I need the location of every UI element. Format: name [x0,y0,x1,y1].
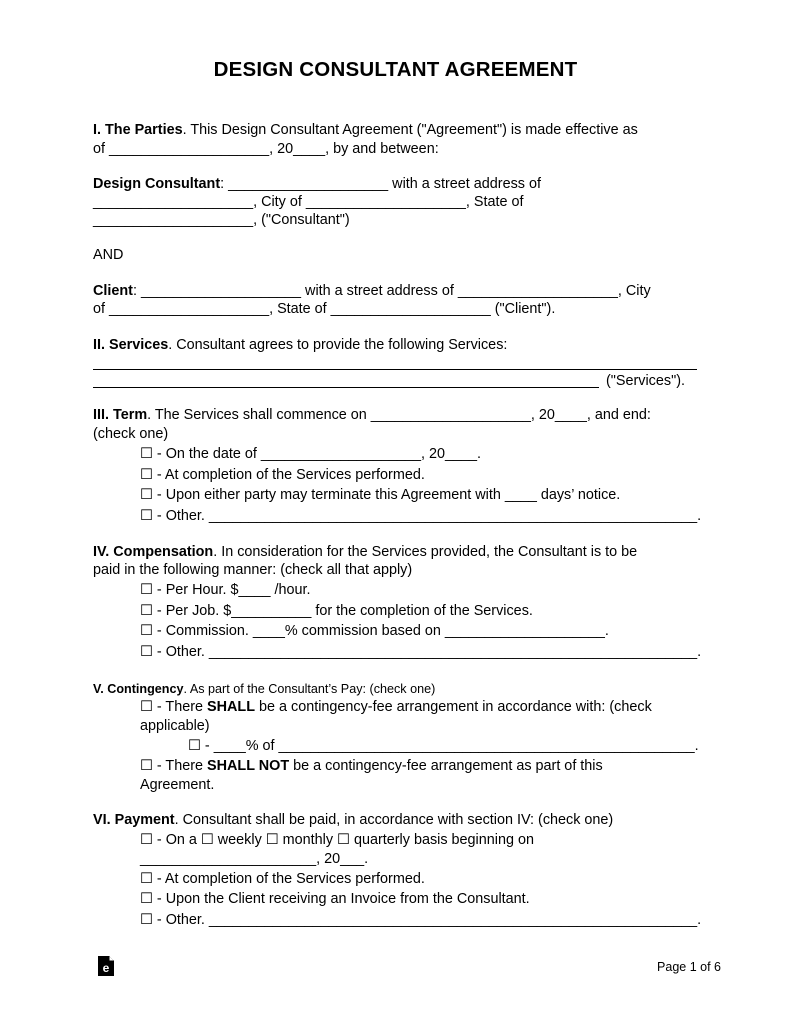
services-heading: II. Services [93,337,169,353]
payment-option-completion[interactable]: ☐ - At completion of the Services performed. [140,871,425,887]
payment-line-1 [93,811,613,829]
document-title: DESIGN CONSULTANT AGREEMENT [213,58,578,81]
parties-heading: I. The Parties [93,122,183,138]
consultant-line-3: ____________________, ("Consultant") [93,212,350,228]
compensation-text-1: . In consideration for the Services provided, the Consultant is to be [213,544,638,560]
term-option-notice[interactable]: ☐ - Upon either party may terminate this Agreement with ____ days’ notice. [140,487,621,503]
term-option-other[interactable]: ☐ - Other. _____________________________________________________________. [140,508,702,524]
page-number: Page 1 of 6 [657,960,721,974]
payment-heading: VI. Payment [93,812,175,828]
contingency-shall-not-word: SHALL NOT [207,758,290,774]
services-suffix: ("Services"). [606,373,685,389]
payment-option-other[interactable]: ☐ - Other. _____________________________________________________________. [140,912,702,928]
consultant-line-2: ____________________, City of ____________________, State of [93,194,524,210]
contingency-text-1: . As part of the Consultant’s Pay: (check one) [183,682,436,696]
contingency-heading: V. Contingency [93,682,184,696]
compensation-option-job[interactable]: ☐ - Per Job. $__________ for the completion of the Services. [140,603,533,619]
term-text-1: . The Services shall commence on ____________________, 20____, and end: [147,407,651,423]
compensation-option-commission[interactable]: ☐ - Commission. ____% commission based on ____________________. [140,623,609,639]
client-line-1 [93,282,651,300]
contingency-option-shall-not[interactable] [140,757,603,775]
contingency-option-shall[interactable] [140,698,652,716]
contingency-line-1 [93,680,435,698]
eforms-logo-icon [97,955,115,977]
contingency-shall-not-line-2: Agreement. [140,777,215,793]
payment-option-periodic[interactable]: ☐ - On a ☐ weekly ☐ monthly ☐ quarterly basis beginning on [140,832,534,848]
client-text-1: : ____________________ with a street address of ____________________, City [132,283,651,299]
payment-option-invoice[interactable]: ☐ - Upon the Client receiving an Invoice from the Consultant. [140,891,530,907]
term-line-1 [93,406,651,424]
consultant-text-1: : ____________________ with a street address of [220,176,541,192]
parties-text-1: . This Design Consultant Agreement ("Agreement") is made effective as [182,122,638,138]
contingency-shall-line-2: applicable) [140,718,210,734]
client-line-2: of ____________________, State of ____________________ ("Client"). [93,301,556,317]
contingency-shall-prefix: ☐ - There [140,699,208,715]
contingency-percent-option[interactable]: ☐ - ____% of ____________________________________________________. [188,738,699,754]
services-text-1: . Consultant agrees to provide the following Services: [168,337,508,353]
contingency-shall-not-text: be a contingency-fee arrangement as part of this [289,758,603,774]
parties-line-1 [93,121,638,139]
services-line-1 [93,336,507,354]
contingency-shall-text: be a contingency-fee arrangement in accordance with: (check [255,699,652,715]
compensation-heading: IV. Compensation [93,544,214,560]
consultant-line-1 [93,175,541,193]
svg-text:e: e [102,961,110,975]
compensation-option-other[interactable]: ☐ - Other. _____________________________________________________________. [140,644,702,660]
and-text: AND [93,247,124,263]
compensation-line-1 [93,543,637,561]
compensation-line-2: paid in the following manner: (check all that apply) [93,562,413,578]
contingency-shall-not-prefix: ☐ - There [140,758,208,774]
consultant-label: Design Consultant [93,176,221,192]
parties-line-2: of ____________________, 20____, by and between: [93,141,439,157]
term-option-date[interactable]: ☐ - On the date of ____________________, 20____. [140,446,481,462]
term-option-completion[interactable]: ☐ - At completion of the Services performed. [140,467,425,483]
payment-periodic-date: ______________________, 20___. [140,851,369,867]
contingency-shall-word: SHALL [207,699,255,715]
term-heading: III. Term [93,407,148,423]
payment-text-1: . Consultant shall be paid, in accordance with section IV: (check one) [174,812,614,828]
services-blank-line-2 [93,387,599,388]
services-blank-line-1 [93,369,697,370]
client-label: Client [93,283,133,299]
term-line-2: (check one) [93,426,169,442]
compensation-option-hour[interactable]: ☐ - Per Hour. $____ /hour. [140,582,311,598]
